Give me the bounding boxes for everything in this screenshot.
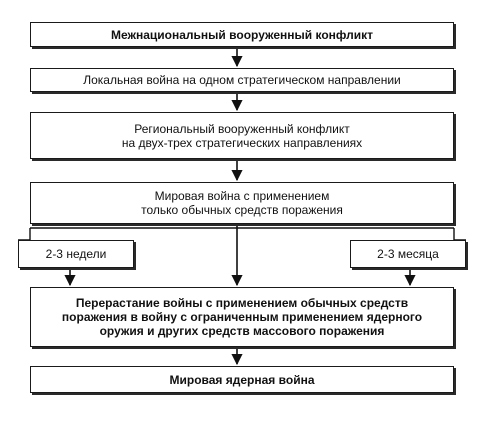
box-regional-conflict [30,112,454,159]
side-weeks-label: 2-3 недели [45,247,107,261]
right-bracket-line [454,228,466,240]
box-world-nuclear-war [30,366,454,393]
side-box-weeks [18,240,134,268]
box5-line-3: оружия и других средств массового поражения [99,324,385,338]
box4-line-1: Мировая война с применением [154,189,330,203]
side-months-label: 2-3 месяца [377,247,439,261]
box-interethnic-conflict [30,22,454,47]
box2-line-1: Локальная война на одном стратегическом направлении [83,73,401,87]
box-local-war [30,68,454,92]
side-box-months [350,240,466,268]
box5-line-2: поражения в войну с ограниченным применением ядерного [61,310,423,324]
left-bracket-line [18,228,30,240]
box3-line-2: на двух-трех стратегических направлениях [121,135,363,150]
box5-line-1: Перерастание войны с применением обычных средств [75,296,409,310]
box-world-war-conventional [30,182,454,224]
box-escalation [30,287,454,347]
box6-line-1: Мировая ядерная война [169,372,315,387]
box3-line-1: Региональный вооруженный конфликт [134,121,350,136]
box4-line-2: только обычных средств поражения [141,203,343,217]
box1-line-1: Межнациональный вооруженный конфликт [110,27,373,42]
